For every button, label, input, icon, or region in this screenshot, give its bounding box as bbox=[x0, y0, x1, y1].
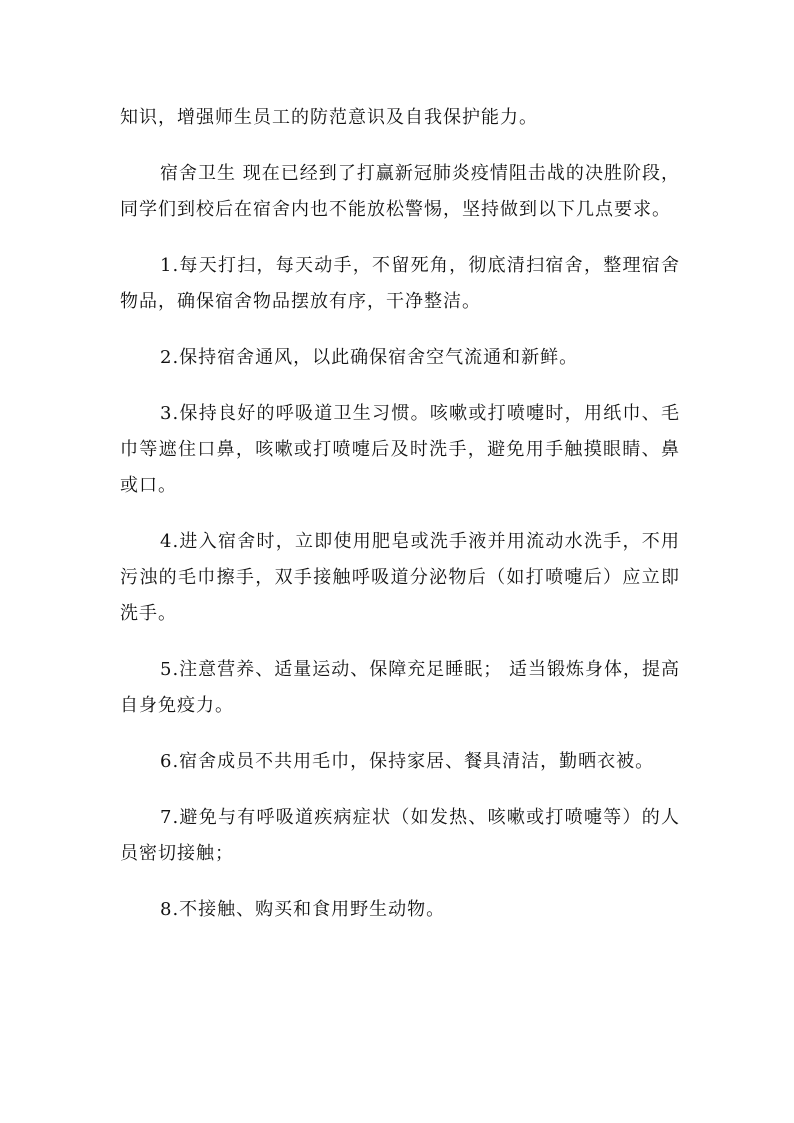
paragraph-item-2: 2.保持宿舍通风，以此确保宿舍空气流通和新鲜。 bbox=[160, 347, 579, 368]
paragraph-item-3: 3.保持良好的呼吸道卫生习惯。咳嗽或打喷嚏时，用纸巾、毛巾等遮住口鼻，咳嗽或打喷嚏后及时洗手，避免用手触摸眼睛、鼻或口。 bbox=[120, 403, 680, 496]
paragraph-spacer bbox=[120, 320, 680, 340]
paragraph-spacer bbox=[120, 632, 680, 652]
paragraph-spacer bbox=[120, 872, 680, 892]
paragraph-spacer bbox=[120, 724, 680, 744]
document-body bbox=[120, 100, 680, 928]
paragraph-dorm-hygiene: 宿舍卫生 现在已经到了打赢新冠肺炎疫情阻击战的决胜阶段，同学们到校后在宿舍内也不能放松警惕，坚持做到以下几点要求。 bbox=[120, 163, 680, 220]
paragraph-item-4: 4.进入宿舍时，立即使用肥皂或洗手液并用流动水洗手，不用污浊的毛巾擦手，双手接触呼吸道分泌物后（如打喷嚏后）应立即洗手。 bbox=[120, 531, 680, 624]
paragraph-spacer bbox=[120, 376, 680, 396]
paragraph-intro-continuation: 知识，增强师生员工的防范意识及自我保护能力。 bbox=[120, 107, 538, 128]
paragraph-item-8: 8.不接触、购买和食用野生动物。 bbox=[160, 899, 446, 920]
paragraph-item-7: 7.避免与有呼吸道疾病症状（如发热、咳嗽或打喷嚏等）的人员密切接触； bbox=[120, 807, 680, 864]
paragraph-item-5: 5.注意营养、适量运动、保障充足睡眠； 适当锻炼身体，提高自身免疫力。 bbox=[120, 659, 680, 716]
paragraph-item-1: 1.每天打扫，每天动手，不留死角，彻底清扫宿舍，整理宿舍物品，确保宿舍物品摆放有序，干净整洁。 bbox=[120, 255, 680, 312]
paragraph-spacer bbox=[120, 228, 680, 248]
paragraph-spacer bbox=[120, 136, 680, 156]
paragraph-spacer bbox=[120, 780, 680, 800]
paragraph-spacer bbox=[120, 504, 680, 524]
paragraph-item-6: 6.宿舍成员不共用毛巾，保持家居、餐具清洁，勤晒衣被。 bbox=[160, 751, 655, 772]
